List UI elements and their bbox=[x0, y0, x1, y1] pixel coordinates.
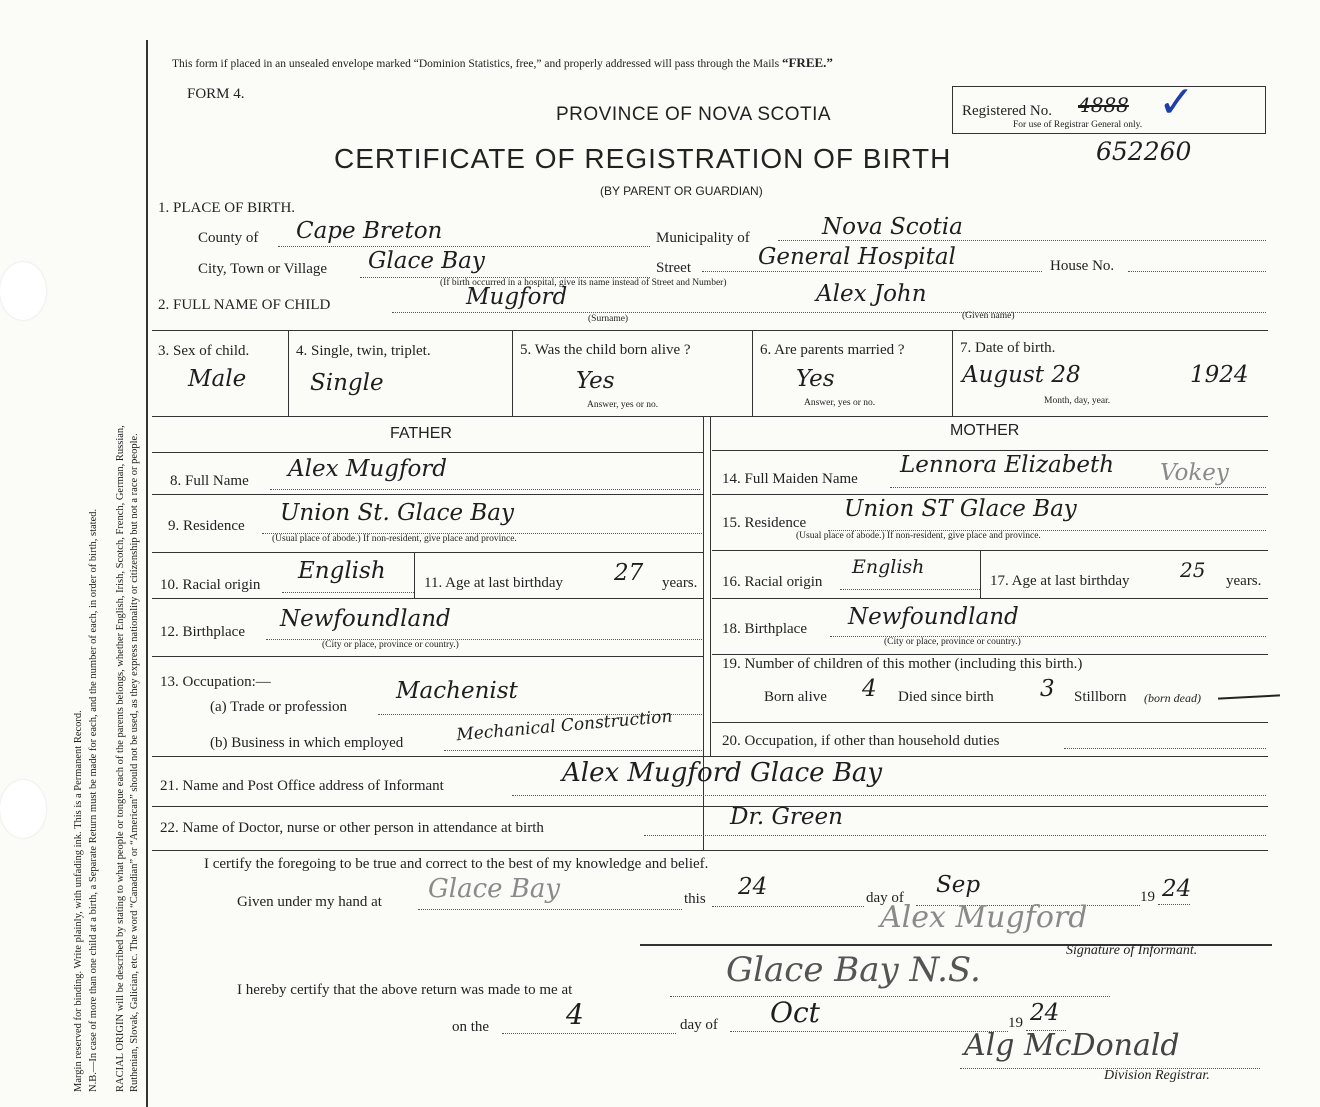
city-value: Glace Bay bbox=[368, 248, 485, 274]
born-alive-caption: Answer, yes or no. bbox=[587, 400, 659, 410]
sex-label: 3. Sex of child. bbox=[158, 343, 250, 359]
father-residence-label: 9. Residence bbox=[168, 518, 245, 534]
page-subtitle: (BY PARENT OR GUARDIAN) bbox=[600, 184, 763, 198]
mother-residence-label: 15. Residence bbox=[722, 515, 807, 531]
father-name-line bbox=[270, 489, 700, 490]
registered-number-struck: 4888 bbox=[1078, 93, 1129, 117]
father-business-line bbox=[444, 750, 702, 751]
certificate-number: 652260 bbox=[1096, 137, 1192, 166]
street-label: Street bbox=[656, 260, 691, 276]
father-residence-value: Union St. Glace Bay bbox=[280, 500, 514, 526]
given-year-prefix: 19 bbox=[1140, 889, 1155, 905]
rule-21-bottom bbox=[152, 806, 1268, 807]
side-note-racial-origin-1: RACIAL ORIGIN will be described by stating to what people or tongue each of the parents belongs, whether English, Irish, Scotch, French, German, Russian, bbox=[115, 425, 126, 1092]
mother-rule-15 bbox=[712, 550, 1268, 551]
father-rule-9 bbox=[152, 552, 703, 553]
mother-age-label: 17. Age at last birthday bbox=[990, 573, 1130, 589]
born-alive-count-label: Born alive bbox=[764, 689, 827, 705]
father-heading: FATHER bbox=[390, 425, 452, 442]
mother-rule-18 bbox=[712, 654, 1268, 655]
registered-label: Registered No. bbox=[962, 103, 1052, 119]
informant-line bbox=[512, 795, 1266, 796]
mother-birthplace-value: Newfoundland bbox=[848, 604, 1019, 630]
father-name-value: Alex Mugford bbox=[288, 456, 448, 482]
father-trade-label: (a) Trade or profession bbox=[210, 699, 348, 715]
registrar-signature: Alg McDonald bbox=[964, 1028, 1180, 1063]
given-place-line bbox=[418, 909, 682, 910]
mail-note bbox=[172, 55, 833, 71]
registrar-statement: I hereby certify that the above return was made to me at bbox=[237, 982, 573, 998]
stillborn-dash bbox=[1218, 694, 1280, 699]
margin-rule bbox=[146, 40, 148, 1107]
page-title: CERTIFICATE OF REGISTRATION OF BIRTH bbox=[334, 143, 952, 174]
mother-racial-age-divider bbox=[980, 550, 981, 598]
plurality-label: 4. Single, twin, triplet. bbox=[296, 343, 431, 359]
county-line bbox=[278, 246, 650, 247]
child-name-label: 2. FULL NAME OF CHILD bbox=[158, 297, 331, 313]
province-heading: PROVINCE OF NOVA SCOTIA bbox=[556, 104, 832, 125]
registrar-year-suffix: 24 bbox=[1030, 1000, 1060, 1026]
father-rule-10 bbox=[152, 598, 703, 599]
mother-name-line bbox=[890, 487, 1266, 488]
mother-heading: MOTHER bbox=[950, 422, 1020, 439]
registered-box bbox=[952, 78, 1266, 134]
mail-note-text: This form if placed in an unsealed envelope marked “Dominion Statistics, free,” and properly addressed will pass through the Mails bbox=[172, 58, 780, 70]
doctor-line bbox=[644, 835, 1266, 836]
binding-hole-bottom bbox=[0, 780, 46, 838]
place-section-label: 1. PLACE OF BIRTH. bbox=[158, 200, 296, 216]
dob-caption: Month, day, year. bbox=[1044, 396, 1111, 406]
given-place: Glace Bay bbox=[428, 874, 561, 904]
father-rule-8 bbox=[152, 494, 703, 495]
mother-rule-19 bbox=[712, 722, 1268, 723]
side-note-racial-origin-2: Ruthenian, Slovak, Galician, etc. The word “Canadian” or “American” should not be used, as they express nationality or citizenship but not a race or people. bbox=[129, 433, 140, 1092]
dob-month-day: August 28 bbox=[962, 362, 1081, 388]
mother-racial-value: English bbox=[852, 556, 925, 578]
mother-name-value: Lennora Elizabeth bbox=[900, 452, 1115, 478]
father-birthplace-value: Newfoundland bbox=[280, 606, 451, 632]
municipality-line bbox=[778, 240, 1266, 241]
on-the-label: on the bbox=[452, 1019, 490, 1035]
child-name-line bbox=[392, 312, 1266, 313]
father-racial-age-divider bbox=[414, 552, 415, 598]
divider-5-6 bbox=[752, 330, 753, 416]
registrar-place-line bbox=[670, 996, 1110, 997]
father-racial-label: 10. Racial origin bbox=[160, 577, 261, 593]
divider-6-7 bbox=[952, 330, 953, 416]
plurality-value: Single bbox=[310, 370, 384, 396]
dob-label: 7. Date of birth. bbox=[960, 340, 1056, 356]
mother-rule-16 bbox=[712, 598, 1268, 599]
father-years-label: years. bbox=[662, 575, 698, 591]
father-business-value: Mechanical Construction bbox=[455, 706, 674, 746]
father-racial-line bbox=[282, 592, 414, 593]
hospital-note: (If birth occurred in a hospital, give its name instead of Street and Number) bbox=[440, 278, 727, 288]
mother-occupation-line bbox=[1064, 748, 1266, 749]
married-label: 6. Are parents married ? bbox=[760, 342, 905, 358]
father-age-value: 27 bbox=[614, 560, 644, 586]
father-business-label: (b) Business in which employed bbox=[210, 735, 404, 751]
divider-4-5 bbox=[512, 330, 513, 416]
municipality-value: Nova Scotia bbox=[822, 214, 963, 240]
mother-rule-14 bbox=[712, 494, 1268, 495]
registrar-day: 4 bbox=[566, 998, 584, 1031]
mother-birthplace-label: 18. Birthplace bbox=[722, 621, 807, 637]
doctor-value: Dr. Green bbox=[730, 804, 843, 830]
born-alive-count-value: 4 bbox=[862, 676, 877, 702]
county-value: Cape Breton bbox=[296, 218, 443, 244]
city-label: City, Town or Village bbox=[198, 261, 328, 277]
sex-value: Male bbox=[188, 366, 247, 392]
certify-statement: I certify the foregoing to be true and correct to the best of my knowledge and belief. bbox=[204, 856, 709, 872]
mother-racial-line bbox=[840, 589, 980, 590]
mother-occupation-label: 20. Occupation, if other than household duties bbox=[722, 733, 1000, 749]
given-day-line bbox=[712, 906, 864, 907]
child-given-name: Alex John bbox=[816, 281, 927, 307]
given-label: Given under my hand at bbox=[237, 894, 382, 910]
informant-label: 21. Name and Post Office address of Informant bbox=[160, 778, 444, 794]
mother-name-surname: Vokey bbox=[1160, 460, 1229, 486]
stillborn-label: Stillborn bbox=[1074, 689, 1127, 705]
registrar-day-line bbox=[502, 1033, 676, 1034]
mother-name-label: 14. Full Maiden Name bbox=[722, 471, 858, 487]
house-number-line bbox=[1128, 271, 1266, 272]
doctor-label: 22. Name of Doctor, nurse or other person in attendance at birth bbox=[160, 820, 544, 836]
father-rule-12 bbox=[152, 656, 703, 657]
rule-22-bottom bbox=[152, 850, 1268, 851]
mother-residence-caption: (Usual place of abode.) If non-resident, give place and province. bbox=[796, 531, 1041, 541]
day-of-label: day of bbox=[866, 890, 904, 906]
mail-free: “FREE.” bbox=[781, 55, 833, 70]
street-line bbox=[702, 271, 1042, 272]
registered-note: For use of Registrar General only. bbox=[1013, 120, 1143, 130]
mother-age-value: 25 bbox=[1180, 558, 1206, 582]
informant-signature: Alex Mugford bbox=[880, 900, 1088, 935]
street-value: General Hospital bbox=[758, 244, 956, 270]
rule-3-top bbox=[152, 330, 1268, 331]
given-name-caption: (Given name) bbox=[962, 311, 1015, 321]
mother-birthplace-caption: (City or place, province or country.) bbox=[884, 637, 1021, 647]
informant-value: Alex Mugford Glace Bay bbox=[562, 758, 883, 788]
father-birthplace-label: 12. Birthplace bbox=[160, 624, 245, 640]
born-alive-value: Yes bbox=[576, 368, 615, 394]
father-racial-value: English bbox=[298, 558, 386, 584]
registrar-month: Oct bbox=[770, 996, 820, 1029]
mother-header-rule bbox=[712, 450, 1268, 451]
this-label: this bbox=[684, 891, 706, 907]
divider-3-4 bbox=[288, 330, 289, 416]
child-surname: Mugford bbox=[466, 284, 568, 310]
signature-caption: Signature of Informant. bbox=[1066, 943, 1198, 958]
mother-residence-value: Union ST Glace Bay bbox=[844, 496, 1077, 522]
side-note-binding: Margin reserved for binding. Write plainly, with unfading ink. This is a Permanent Record. bbox=[73, 710, 84, 1092]
died-count-value: 3 bbox=[1040, 676, 1055, 702]
form-number: FORM 4. bbox=[187, 86, 245, 102]
father-residence-caption: (Usual place of abode.) If non-resident, give place and province. bbox=[272, 534, 517, 544]
father-age-label: 11. Age at last birthday bbox=[424, 575, 563, 591]
married-value: Yes bbox=[796, 366, 835, 392]
married-caption: Answer, yes or no. bbox=[804, 398, 876, 408]
died-count-label: Died since birth bbox=[898, 689, 994, 705]
father-name-label: 8. Full Name bbox=[170, 473, 249, 489]
given-month: Sep bbox=[936, 872, 981, 898]
registrar-place: Glace Bay N.S. bbox=[726, 950, 981, 990]
father-occupation-label: 13. Occupation:— bbox=[160, 674, 271, 690]
house-number-label: House No. bbox=[1050, 258, 1115, 274]
surname-caption: (Surname) bbox=[588, 314, 629, 324]
municipality-label: Municipality of bbox=[656, 230, 750, 246]
registrar-year-prefix: 19 bbox=[1008, 1015, 1023, 1031]
born-alive-label: 5. Was the child born alive ? bbox=[520, 342, 691, 358]
mother-years-label: years. bbox=[1226, 573, 1262, 589]
parents-divider-inner bbox=[710, 416, 711, 756]
rule-20-bottom bbox=[152, 756, 1268, 757]
stillborn-note: (born dead) bbox=[1144, 691, 1201, 705]
registrar-caption: Division Registrar. bbox=[1104, 1068, 1210, 1083]
father-birthplace-caption: (City or place, province or country.) bbox=[322, 640, 459, 650]
county-label: County of bbox=[198, 230, 259, 246]
given-day: 24 bbox=[738, 874, 768, 900]
father-trade-value: Machenist bbox=[396, 678, 518, 704]
given-year-line bbox=[1158, 904, 1190, 905]
given-year-suffix: 24 bbox=[1162, 876, 1192, 902]
check-mark-icon: ✓ bbox=[1158, 78, 1195, 127]
mother-racial-label: 16. Racial origin bbox=[722, 574, 823, 590]
binding-hole-top bbox=[0, 262, 46, 320]
side-note-multiple-births: N.B.—In case of more than one child at a birth, a Separate Return must be made for each, and the number of each, in order of birth, stated. bbox=[88, 508, 99, 1092]
registrar-day-of-label: day of bbox=[680, 1017, 718, 1033]
father-header-rule bbox=[152, 452, 703, 453]
dob-year: 1924 bbox=[1190, 362, 1249, 388]
mother-children-label: 19. Number of children of this mother (including this birth.) bbox=[722, 656, 1083, 672]
